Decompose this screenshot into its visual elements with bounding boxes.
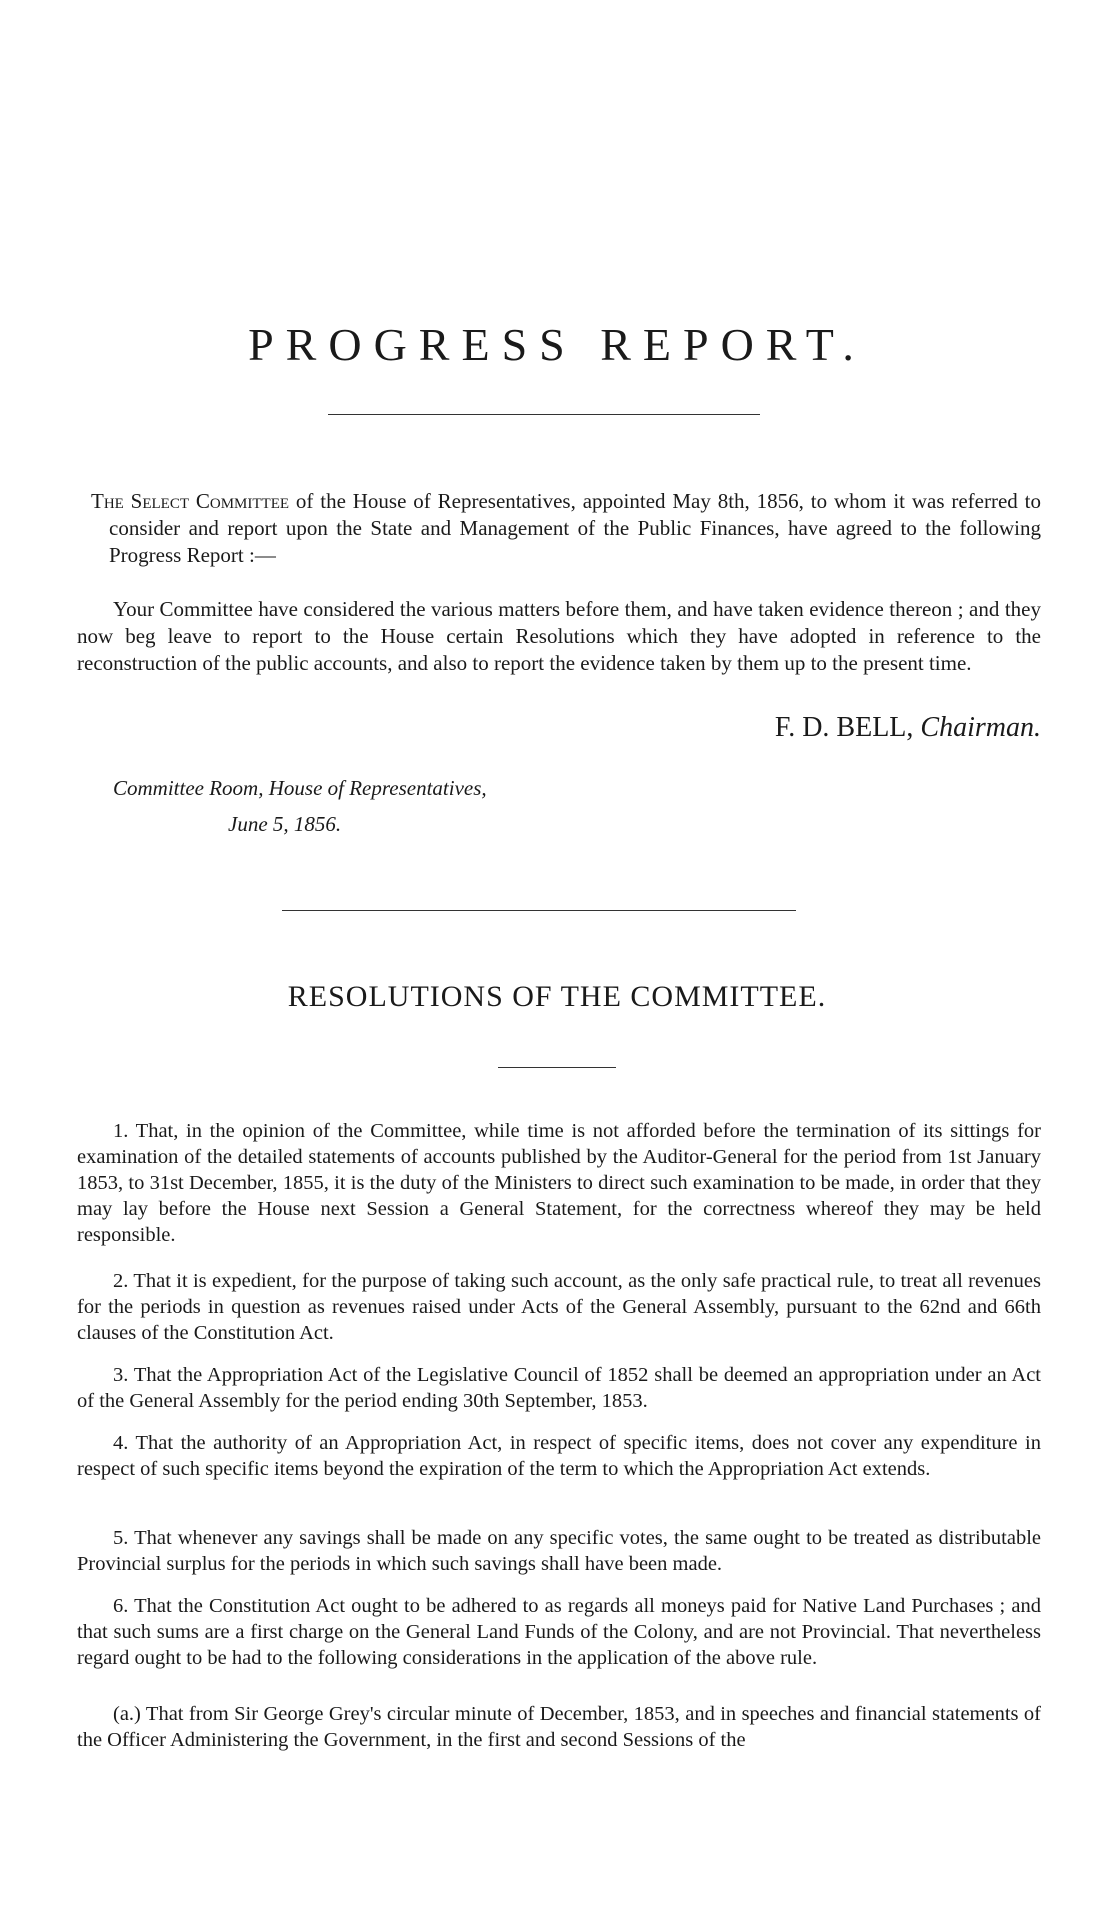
section-divider — [282, 910, 796, 911]
signature-name: F. D. BELL, — [774, 712, 914, 743]
resolution-4: 4. That the authority of an Appropriation Act, in respect of specific items, does not cover any expenditure in respect of such specific items beyond the expiration of the term to which the Appropriation Act extends. — [77, 1432, 1041, 1480]
signature-role: Chairman. — [920, 712, 1041, 743]
signature — [600, 712, 1041, 744]
resolution-1: 1. That, in the opinion of the Committee, while time is not afforded before the termination of its sittings for examination of the detailed statements of accounts published by the Auditor-General for the period from 1st January 1853, to 31st December, 1855, it is the duty of the Ministers to direct such examination to be made, in order that they may lay before the House next Session a General Statement, for the correctness whereof they may be held responsible. — [77, 1120, 1041, 1246]
resolution-6a: (a.) That from Sir George Grey's circular minute of December, 1853, and in speeches and financial statements of the Officer Administering the Government, in the first and second Sessions of the — [77, 1703, 1041, 1751]
resolution-5: 5. That whenever any savings shall be made on any specific votes, the same ought to be treated as distributable Provincial surplus for the periods in which such savings shall have been made. — [77, 1527, 1041, 1575]
intro-text: of the House of Representatives, appointed May 8th, 1856, to whom it was referred to consider and report upon the State and Management of the Public Finances, have agreed to the following Progress Report :— — [109, 489, 1041, 567]
page-title: PROGRESS REPORT. — [248, 319, 866, 370]
resolutions-heading: RESOLUTIONS OF THE COMMITTEE. — [287, 980, 827, 1013]
resolution-3: 3. That the Appropriation Act of the Legislative Council of 1852 shall be deemed an appropriation under an Act of the General Assembly for the period ending 30th September, 1853. — [77, 1364, 1041, 1412]
resolution-6: 6. That the Constitution Act ought to be adhered to as regards all moneys paid for Native Land Purchases ; and that such sums are a first charge on the General Land Funds of the Colony, and are not Provincial. That nevertheless regard ought to be had to the following considerations in the application of the above rule. — [77, 1595, 1041, 1669]
committee-room: Committee Room, House of Representatives, — [113, 776, 487, 800]
resolutions-divider — [498, 1067, 616, 1068]
body-paragraph: Your Committee have considered the various matters before them, and have taken evidence thereon ; and they now beg leave to report to the House certain Resolutions which they have adopted in reference to the reconstruction of the public accounts, and also to report the evidence taken by them up to the present time. — [77, 597, 1041, 675]
resolution-2: 2. That it is expedient, for the purpose of taking such account, as the only safe practical rule, to treat all revenues for the periods in question as revenues raised under Acts of the General Assembly, pursuant to the 62nd and 66th clauses of the Constitution Act. — [77, 1270, 1041, 1344]
report-date: June 5, 1856. — [228, 812, 342, 836]
intro-lead: The Select Committee — [91, 489, 290, 513]
intro-paragraph — [91, 488, 1041, 569]
title-divider — [328, 414, 760, 415]
